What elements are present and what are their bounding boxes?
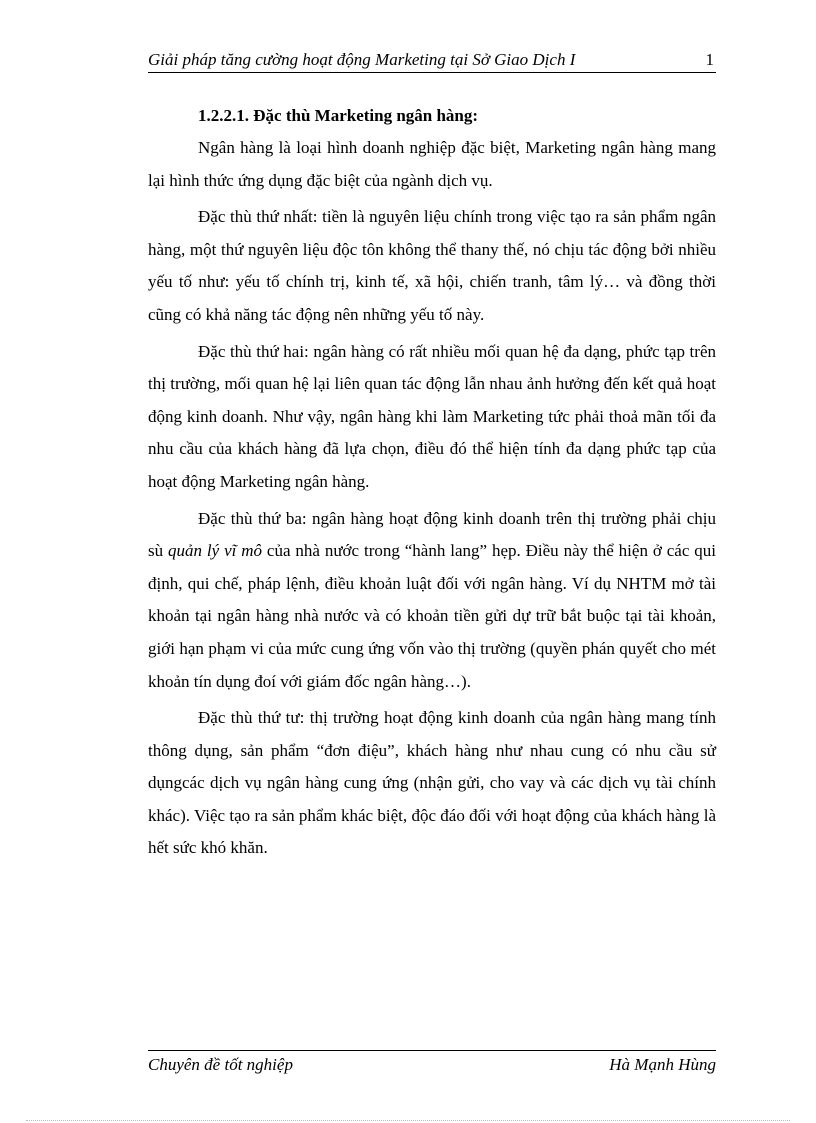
paragraph-1: Ngân hàng là loại hình doanh nghiệp đặc biệt, Marketing ngân hàng mang lại hình thức ứng dụng đặc biệt của ngành dịch vụ.	[148, 138, 716, 190]
page-number: 1	[705, 50, 714, 69]
section-heading: 1.2.2.1. Đặc thù Marketing ngân hàng:	[198, 106, 479, 125]
paragraph-4-start: Đặc thù thứ ba: ngân hàng hoạt động kinh doanh trên thị trường phải chịu sù	[148, 508, 716, 561]
page-header	[148, 48, 716, 73]
page-footer	[148, 1050, 716, 1079]
footer-author: Hà Mạnh Hùng	[609, 1055, 716, 1074]
page-edge-divider	[26, 1120, 790, 1121]
paragraph-3: Đặc thù thứ hai: ngân hàng có rất nhiều mối quan hệ đa dạng, phức tạp trên thị trường, mối quan hệ lại liên quan tác động lẫn nhau ảnh hưởng đến kết quả hoạt động kinh doanh. Như vậy, ngân hàng khi làm Marketing tức phải thoả mãn tối đa nhu cầu của khách hàng đã lựa chọn, điều đó thể hiện tính đa dạng phức tạp của hoạt động Marketing ngân hàng.	[148, 341, 716, 491]
paragraph-5: Đặc thù thứ tư: thị trường hoạt động kinh doanh của ngân hàng mang tính thông dụng, sản phẩm “đơn điệu”, khách hàng như nhau cung có nhu cầu sử dụngcác dịch vụ ngân hàng cung ứng (nhận gửi, cho vay và các dịch vụ tài chính khác). Việc tạo ra sản phẩm khác biệt, độc đáo đối với hoạt động của khách hàng là hết sức khó khăn.	[148, 708, 716, 858]
footer-left-text: Chuyên đề tốt nghiệp	[148, 1055, 293, 1074]
paragraph-4-end: của nhà nước trong “hành lang” hẹp. Điều này thể hiện ở các qui định, qui chế, pháp lệnh, điều khoản luật đối với ngân hàng. Ví dụ NHTM mở tài khoản tại ngân hàng nhà nước và có khoản tiền gửi dự trữ bắt buộc tại tài khoản, giới hạn phạm vi của mức cung ứng vốn vào thị trường (quyền phán quyết cho mét khoản tín dụng đoí với giám đốc ngân hàng…).	[148, 541, 716, 691]
paragraph-2: Đặc thù thứ nhất: tiền là nguyên liệu chính trong việc tạo ra sản phẩm ngân hàng, một thứ nguyên liệu độc tôn không thể thany thế, nó chịu tác động bởi nhiều yếu tố như: yếu tố chính trị, kinh tế, xã hội, chiến tranh, tâm lý… và đồng thời cũng có khả năng tác động nên những yếu tố này.	[148, 207, 716, 324]
paragraph-4-italic: quản lý vĩ mô	[168, 541, 263, 561]
paragraph-4	[148, 503, 716, 699]
document-body	[148, 100, 716, 869]
header-title: Giải pháp tăng cường hoạt động Marketing tại Sở Giao Dịch I	[148, 50, 576, 69]
